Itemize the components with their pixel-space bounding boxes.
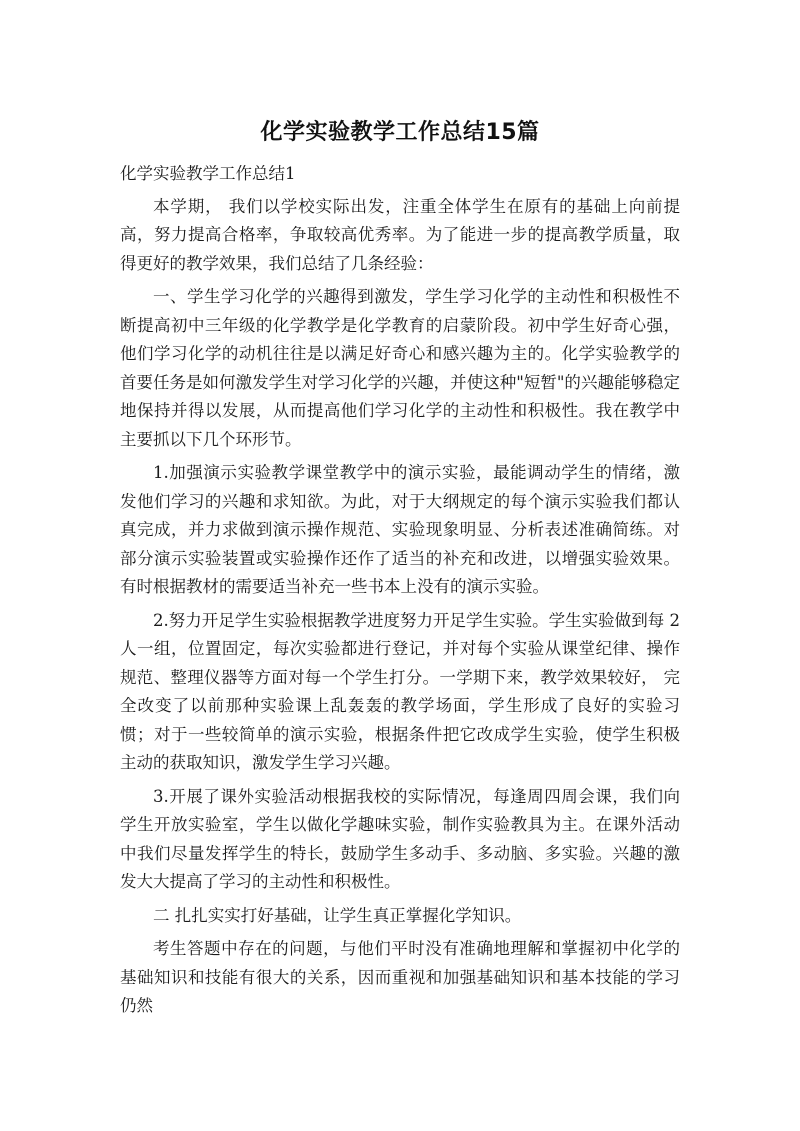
paragraph-exam-analysis: 考生答题中存在的问题，与他们平时没有准确地理解和掌握初中化学的基础知识和技能有很大的关系，因而重视和加强基础知识和基本技能的学习仍然 [120,939,680,1015]
paragraph-item-1: 1.加强演示实验教学课堂教学中的演示实验，最能调动学生的情绪，激发他们学习的兴趣和求知欲。为此，对于大纲规定的每个演示实验我们都认真完成，并力求做到演示操作规范、实验现象明显、分析表述准确简练。对部分演示实验装置或实验操作还作了适当的补充和改进，以增强实验效果。有时根据教材的需要适当补充一些书本上没有的演示实验。 [120,463,680,596]
section-heading: 化学实验教学工作总结1 [120,164,296,183]
document-title: 化学实验教学工作总结15篇 [260,120,540,145]
document-body [120,160,680,1026]
paragraph-item-2: 2.努力开足学生实验根据教学进度努力开足学生实验。学生实验做到每 2人一组，位置固定，每次实验都进行登记，并对每个实验从课堂纪律、操作规范、整理仪器等方面对每一个学生打分。一学期下来，教学效果较好， 完全改变了以前那种实验课上乱轰轰的教学场面，学生形成了良好的实验习惯；对于一些较简单的演示实验，根据条件把它改成学生实验，使学生积极主动的获取知识，激发学生学习兴趣。 [120,610,680,772]
paragraph-section-two: 二 扎扎实实打好基础，让学生真正掌握化学知识。 [153,905,522,925]
paragraph-section-one: 一、学生学习化学的兴趣得到激发，学生学习化学的主动性和积极性不断提高初中三年级的化学教学是化学教育的启蒙阶段。初中学生好奇心强，他们学习化学的动机往往是以满足好奇心和感兴趣为主的。化学实验教学的首要任务是如何激发学生对学习化学的兴趣，并使这种"短暂"的兴趣能够稳定地保持并得以发展，从而提高他们学习化学的主动性和积极性。我在教学中主要抓以下几个环形节。 [120,287,680,449]
paragraph-intro: 本学期， 我们以学校实际出发，注重全体学生在原有的基础上向前提高，努力提高合格率，争取较高优秀率。为了能进一步的提高教学质量，取得更好的教学效果，我们总结了几条经验： [120,196,680,273]
paragraph-item-3: 3.开展了课外实验活动根据我校的实际情况，每逢周四周会课，我们向学生开放实验室，学生以做化学趣味实验，制作实验教具为主。在课外活动中我们尽量发挥学生的特长，鼓励学生多动手、多动脑、多实验。兴趣的激发大大提高了学习的主动性和积极性。 [120,786,680,891]
